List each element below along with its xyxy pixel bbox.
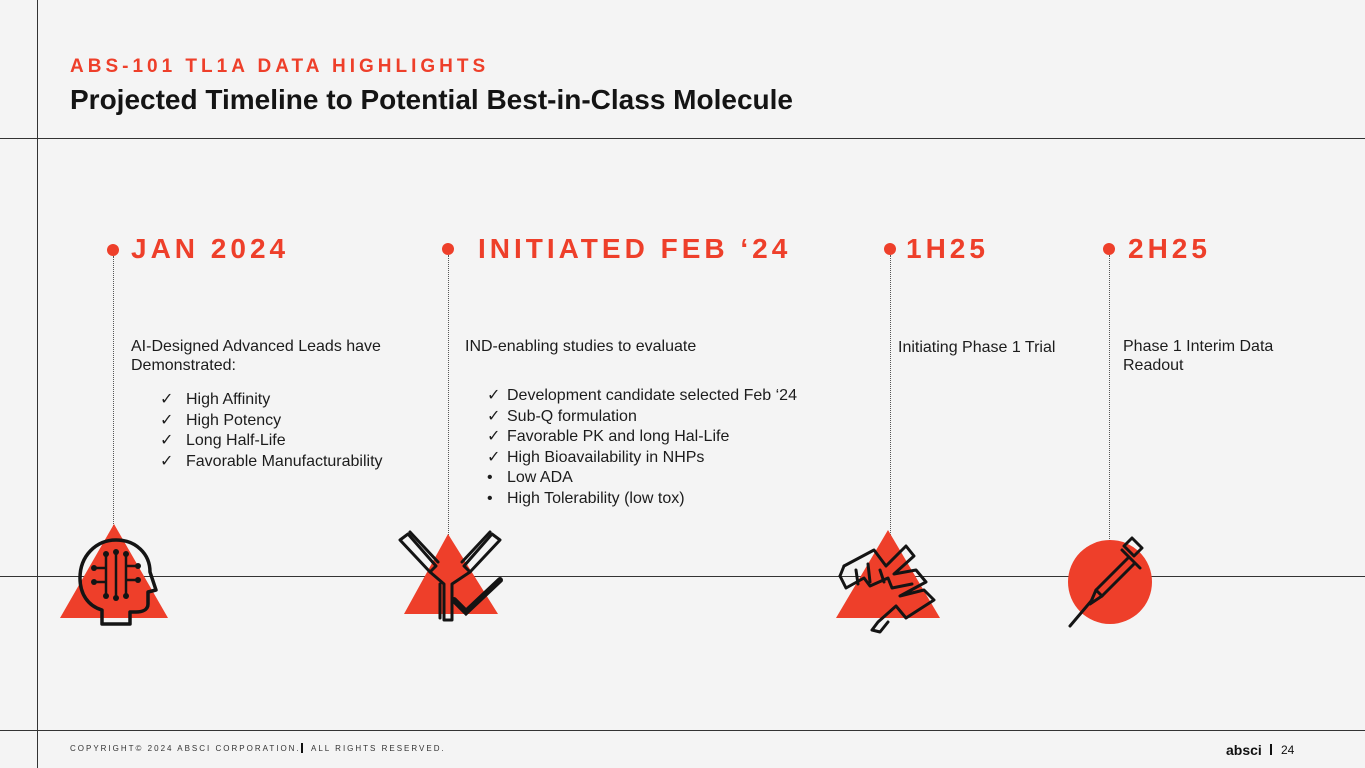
list-item: ✓ Long Half-Life <box>160 432 286 449</box>
eyebrow-heading: ABS-101 TL1A DATA HIGHLIGHTS <box>70 56 490 77</box>
milestone-connector <box>113 256 114 528</box>
milestone-date: 1H25 <box>906 233 989 264</box>
milestone-description: Phase 1 Interim Data Readout <box>1123 338 1274 374</box>
frame-vertical-line <box>37 0 38 768</box>
list-item: ✓ High Affinity <box>160 391 271 408</box>
footer-divider <box>0 730 1365 731</box>
milestone-description: AI-Designed Advanced Leads have Demonstrated: <box>131 338 381 374</box>
milestone-connector <box>448 255 449 543</box>
list-item: ✓ High Bioavailability in NHPs <box>487 448 705 466</box>
antibody-check-icon <box>396 528 508 624</box>
copyright-text: COPYRIGHT© 2024 ABSCI CORPORATION. <box>70 744 301 753</box>
milestone-connector <box>1109 255 1110 543</box>
list-item: • High Tolerability (low tox) <box>487 489 685 507</box>
protein-helix-icon <box>834 526 942 636</box>
list-item: ✓ Development candidate selected Feb ‘24 <box>487 387 797 404</box>
timeline-axis <box>0 576 1365 577</box>
milestone-connector <box>890 255 891 545</box>
milestone-date: 2H25 <box>1128 233 1211 264</box>
milestone-checklist <box>160 390 383 472</box>
milestone-dot <box>107 244 119 256</box>
ai-brain-icon <box>58 520 170 628</box>
footer-separator <box>301 743 303 753</box>
footer-separator <box>1270 744 1272 755</box>
header-divider <box>0 138 1365 139</box>
milestone-checklist <box>487 386 797 509</box>
absci-logo: absci <box>1226 742 1262 758</box>
page-title: Projected Timeline to Potential Best-in-Class Molecule <box>70 84 793 115</box>
syringe-icon <box>1062 534 1158 630</box>
page-number: 24 <box>1281 743 1295 757</box>
milestone-date: INITIATED FEB ‘24 <box>478 233 792 264</box>
list-item: ✓ Sub-Q formulation <box>487 407 637 425</box>
list-item: ✓ Favorable PK and long Hal-Life <box>487 428 730 445</box>
list-item: ✓ Favorable Manufacturability <box>160 452 383 470</box>
list-item: • Low ADA <box>487 469 573 486</box>
milestone-date: JAN 2024 <box>131 233 290 264</box>
milestone-description: IND-enabling studies to evaluate <box>465 338 697 355</box>
rights-text: ALL RIGHTS RESERVED. <box>311 744 446 753</box>
milestone-dot <box>884 243 896 255</box>
list-item: ✓ High Potency <box>160 411 282 429</box>
milestone-dot <box>1103 243 1115 255</box>
milestone-dot <box>442 243 454 255</box>
milestone-description: Initiating Phase 1 Trial <box>898 339 1056 356</box>
